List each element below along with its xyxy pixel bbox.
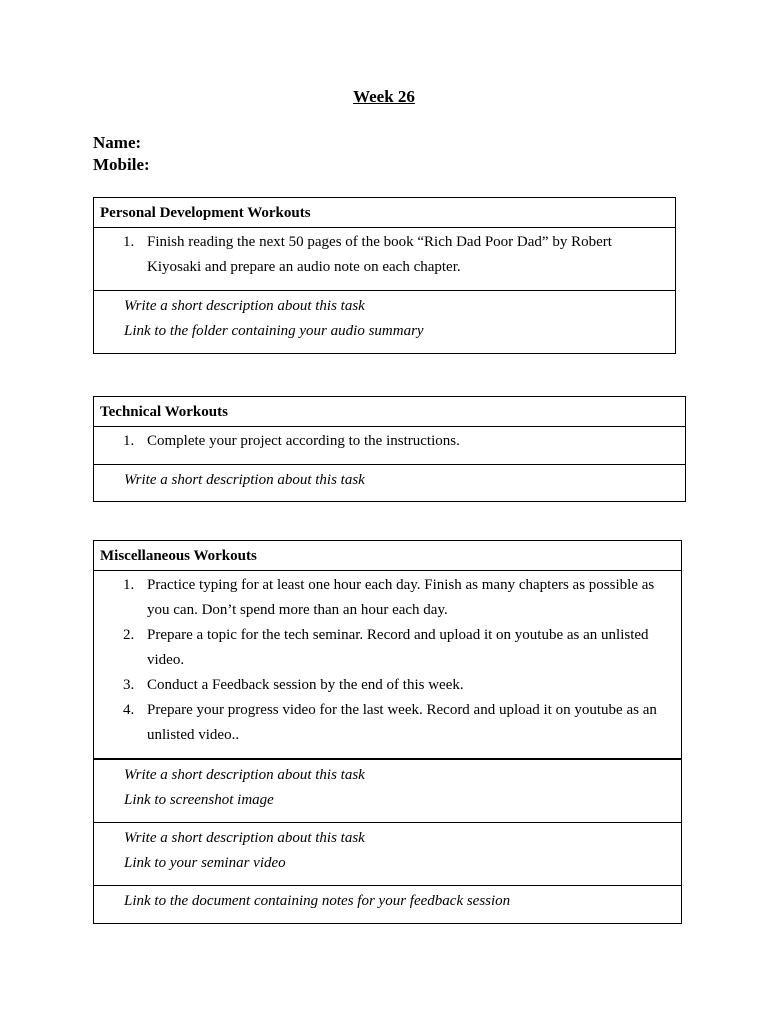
audio-folder-link-prompt[interactable]: Link to the folder containing your audio summary [124,323,424,339]
task-number: 1. [123,577,135,593]
section-heading: Technical Workouts [94,397,685,427]
task-text: Prepare a topic for the tech seminar. Record and upload it on youtube as an unlisted video. [147,627,649,668]
description-prompt[interactable]: Write a short description about this task [124,767,365,783]
task-notes [94,760,681,823]
seminar-video-link-prompt[interactable]: Link to your seminar video [124,855,286,871]
task-number: 1. [123,433,135,449]
task-number: 1. [123,234,135,250]
task-text: Finish reading the next 50 pages of the book “Rich Dad Poor Dad” by Robert Kiyosaki and prepare an audio note on each chapter. [147,234,612,275]
task-text: Prepare your progress video for the last week. Record and upload it on youtube as an unlisted video.. [147,702,657,743]
description-prompt[interactable]: Write a short description about this task [124,830,365,846]
task-number: 2. [123,627,135,643]
feedback-notes-link-prompt[interactable]: Link to the document containing notes for your feedback session [124,893,511,909]
name-label: Name: [93,133,142,152]
task-item [94,429,685,454]
task-notes [94,823,681,886]
task-notes [94,886,681,924]
page-title: Week 26 [353,87,415,106]
technical-section [93,396,686,502]
section-heading: Miscellaneous Workouts [94,541,681,571]
miscellaneous-section [93,540,682,924]
task-item [94,623,681,673]
task-item [94,573,681,623]
task-text: Practice typing for at least one hour each day. Finish as many chapters as possible as you can. Don’t spend more than an hour each day. [147,577,655,618]
section-heading: Personal Development Workouts [94,198,675,228]
screenshot-link-prompt[interactable]: Link to screenshot image [124,792,274,808]
mobile-label: Mobile: [93,155,150,174]
task-item [94,230,675,280]
task-number: 3. [123,677,135,693]
personal-development-section [93,197,676,354]
task-item [94,698,681,748]
task-text: Conduct a Feedback session by the end of this week. [147,677,464,693]
description-prompt[interactable]: Write a short description about this task [124,472,365,488]
task-text: Complete your project according to the instructions. [147,433,460,449]
task-list [94,571,681,760]
description-prompt[interactable]: Write a short description about this task [124,298,365,314]
task-number: 4. [123,702,135,718]
task-list [94,427,685,465]
task-notes [94,291,675,353]
task-item [94,673,681,698]
task-list [94,228,675,291]
task-notes [94,465,685,501]
